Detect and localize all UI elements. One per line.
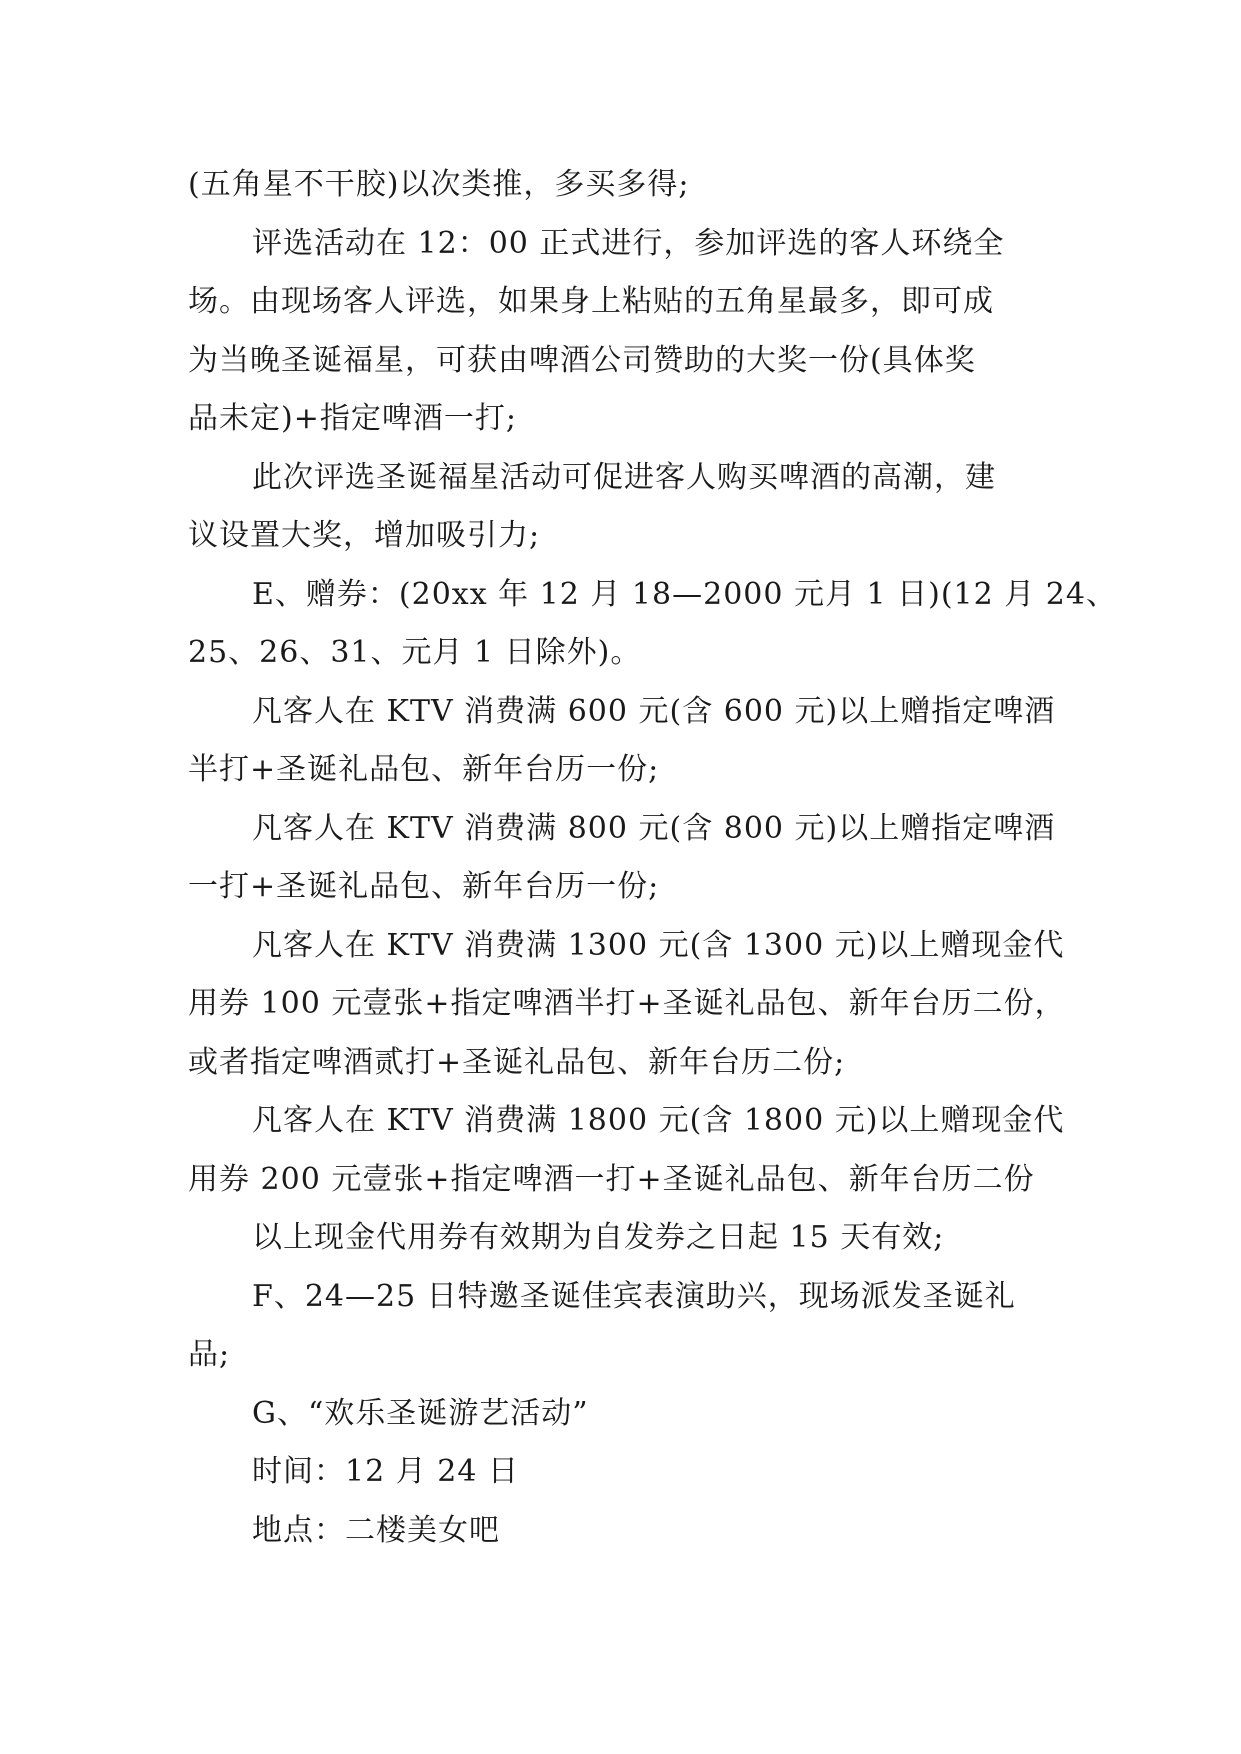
text-line: 评选活动在 12：00 正式进行，参加评选的客人环绕全 (252, 225, 1005, 261)
text-line: 议设置大奖，增加吸引力; (188, 518, 541, 553)
text-line: 一打+圣诞礼品包、新年台历一份; (188, 869, 660, 904)
text-line: 凡客人在 KTV 消费满 800 元(含 800 元)以上赠指定啤酒 (252, 810, 1056, 846)
text-line: 品; (188, 1337, 231, 1372)
text-line: 以上现金代用券有效期为自发券之日起 15 天有效; (252, 1220, 945, 1255)
text-line: 时间：12 月 24 日 (252, 1454, 519, 1489)
text-line: 凡客人在 KTV 消费满 1800 元(含 1800 元)以上赠现金代 (252, 1103, 1065, 1138)
text-line: 25、26、31、元月 1 日除外)。 (188, 635, 642, 670)
text-line: 用券 200 元壹张+指定啤酒一打+圣诞礼品包、新年台历二份 (188, 1161, 1035, 1197)
text-line: G、“欢乐圣诞游艺活动” (252, 1395, 589, 1431)
text-line: 地点：二楼美女吧 (252, 1512, 500, 1548)
text-line: 用券 100 元壹张+指定啤酒半打+圣诞礼品包、新年台历二份， (188, 986, 1066, 1021)
text-line: 此次评选圣诞福星活动可促进客人购买啤酒的高潮，建 (252, 459, 996, 495)
text-line: F、24—25 日特邀圣诞佳宾表演助兴，现场派发圣诞礼 (252, 1278, 1016, 1314)
text-line: 凡客人在 KTV 消费满 600 元(含 600 元)以上赠指定啤酒 (252, 693, 1056, 729)
text-line: 为当晚圣诞福星，可获由啤酒公司赞助的大奖一份(具体奖 (188, 342, 976, 378)
text-line: 半打+圣诞礼品包、新年台历一份; (188, 752, 660, 787)
document-body (188, 156, 1117, 1560)
text-line: 场。由现场客人评选，如果身上粘贴的五角星最多，即可成 (188, 284, 994, 319)
text-line: 凡客人在 KTV 消费满 1300 元(含 1300 元)以上赠现金代 (252, 927, 1065, 963)
text-line: 品未定)+指定啤酒一打; (188, 401, 517, 436)
text-line: (五角星不干胶)以次类推，多买多得; (188, 167, 690, 202)
text-line: 或者指定啤酒贰打+圣诞礼品包、新年台历二份; (188, 1044, 846, 1080)
text-line: E、赠券：(20xx 年 12 月 18—2000 元月 1 日)(12 月 24、 (252, 576, 1117, 612)
